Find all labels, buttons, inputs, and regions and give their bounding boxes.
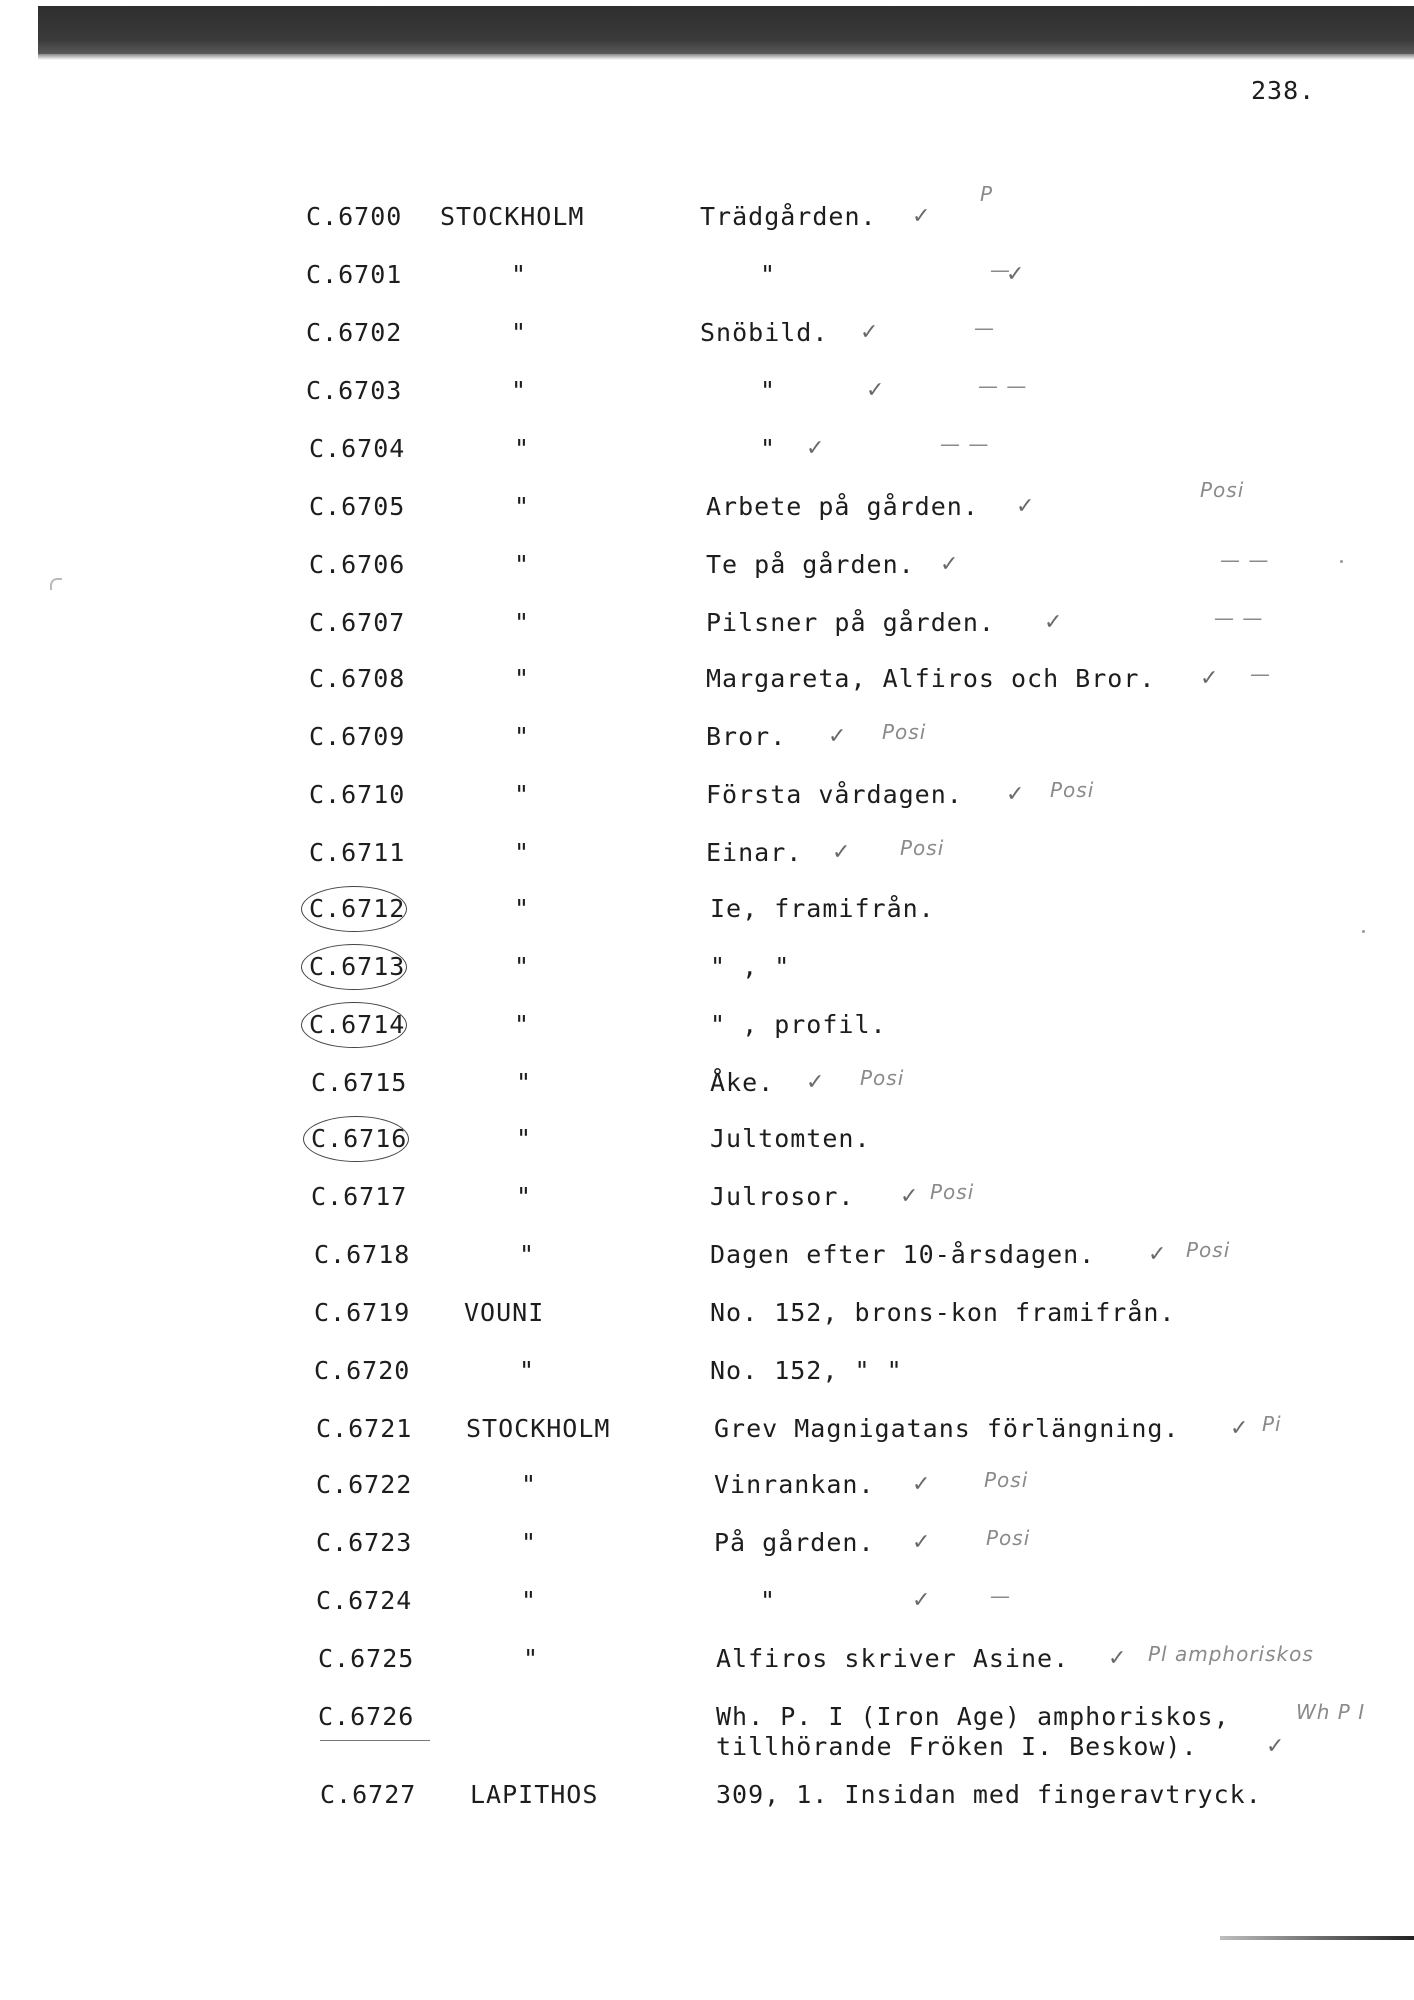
pencil-circle-mark xyxy=(303,1116,409,1162)
register-row xyxy=(0,1470,1414,1510)
entry-description: " xyxy=(760,260,777,289)
handwritten-note: Posi xyxy=(860,1066,905,1090)
place-name: " xyxy=(514,664,531,693)
entry-description: Ie, framifrån. xyxy=(710,894,935,923)
entry-description: Te på gården. xyxy=(706,550,915,579)
register-row xyxy=(0,1356,1414,1396)
register-row xyxy=(0,318,1414,358)
register-row xyxy=(0,1182,1414,1222)
catalogue-number: C.6718 xyxy=(314,1240,411,1269)
entry-description: Julrosor. xyxy=(710,1182,855,1211)
register-row xyxy=(0,780,1414,820)
entry-description: Bror. xyxy=(706,722,787,751)
handwritten-note: Pi xyxy=(1262,1412,1282,1436)
checkmark-icon: ✓ xyxy=(912,1588,932,1613)
speck xyxy=(1362,930,1365,933)
place-name: STOCKHOLM xyxy=(440,202,585,231)
register-row xyxy=(0,434,1414,474)
entry-description: Arbete på gården. xyxy=(706,492,979,521)
place-name: " xyxy=(514,492,531,521)
handwritten-note: — — xyxy=(940,432,990,456)
catalogue-number: C.6721 xyxy=(316,1414,413,1443)
catalogue-number: C.6702 xyxy=(306,318,403,347)
entry-description: " xyxy=(760,376,777,405)
entry-description: Pilsner på gården. xyxy=(706,608,995,637)
speck xyxy=(1340,560,1343,563)
pencil-circle-mark xyxy=(301,886,407,932)
register-row xyxy=(0,1644,1414,1684)
checkmark-icon: ✓ xyxy=(1016,494,1036,519)
checkmark-icon: ✓ xyxy=(1148,1242,1168,1267)
bottom-rule xyxy=(1220,1936,1414,1940)
entry-description: Grev Magnigatans förlängning. xyxy=(714,1414,1180,1443)
register-row xyxy=(0,1414,1414,1454)
entry-description: Einar. xyxy=(706,838,803,867)
register-row xyxy=(0,1298,1414,1338)
place-name: " xyxy=(523,1644,540,1673)
handwritten-note: Posi xyxy=(900,836,945,860)
entry-description: Dagen efter 10-årsdagen. xyxy=(710,1240,1096,1269)
catalogue-number: C.6712 xyxy=(309,894,406,923)
catalogue-number: C.6723 xyxy=(316,1528,413,1557)
handwritten-note: Wh P I xyxy=(1296,1700,1366,1724)
register-row xyxy=(0,1586,1414,1626)
place-name: " xyxy=(511,260,528,289)
register-row xyxy=(0,952,1414,992)
checkmark-icon: ✓ xyxy=(860,320,880,345)
entry-description: " xyxy=(760,1586,777,1615)
place-name: " xyxy=(514,1010,531,1039)
handwritten-note: — xyxy=(990,1584,1011,1608)
catalogue-number: C.6703 xyxy=(306,376,403,405)
handwritten-note: Posi xyxy=(984,1468,1029,1492)
entry-description-continued: tillhörande Fröken I. Beskow). xyxy=(716,1732,1198,1761)
place-name: STOCKHOLM xyxy=(466,1414,611,1443)
place-name: " xyxy=(514,722,531,751)
pencil-circle-mark xyxy=(301,1002,407,1048)
handwritten-note: Posi xyxy=(986,1526,1031,1550)
entry-description: " , " xyxy=(710,952,791,981)
catalogue-number: C.6704 xyxy=(309,434,406,463)
handwritten-note: — — xyxy=(1220,548,1270,572)
entry-description: Jultomten. xyxy=(710,1124,871,1153)
place-name: " xyxy=(521,1586,538,1615)
register-row xyxy=(0,1068,1414,1108)
catalogue-number: C.6714 xyxy=(309,1010,406,1039)
catalogue-number: C.6706 xyxy=(309,550,406,579)
checkmark-icon: ✓ xyxy=(828,724,848,749)
register-row xyxy=(0,1010,1414,1050)
checkmark-icon: ✓ xyxy=(1230,1416,1250,1441)
handwritten-note: — xyxy=(974,316,995,340)
catalogue-number: C.6711 xyxy=(309,838,406,867)
entry-description: På gården. xyxy=(714,1528,875,1557)
register-row xyxy=(0,1700,1414,1761)
catalogue-number: C.6700 xyxy=(306,202,403,231)
entry-description: Vinrankan. xyxy=(714,1470,875,1499)
handwritten-note: P xyxy=(980,182,994,206)
checkmark-icon: ✓ xyxy=(1200,666,1220,691)
entry-description: Första vårdagen. xyxy=(706,780,963,809)
place-name: " xyxy=(514,608,531,637)
catalogue-number: C.6716 xyxy=(311,1124,408,1153)
entry-description: No. 152, " " xyxy=(710,1356,903,1385)
catalogue-number: C.6715 xyxy=(311,1068,408,1097)
checkmark-icon: ✓ xyxy=(900,1184,920,1209)
place-name: " xyxy=(516,1068,533,1097)
catalogue-number: C.6720 xyxy=(314,1356,411,1385)
entry-description: Margareta, Alfiros och Bror. xyxy=(706,664,1156,693)
register-row xyxy=(0,894,1414,934)
place-name: " xyxy=(521,1528,538,1557)
place-name: " xyxy=(516,1182,533,1211)
place-name: VOUNI xyxy=(464,1298,545,1327)
handwritten-note: Pl amphoriskos xyxy=(1148,1642,1314,1666)
scan-border-fade xyxy=(38,54,1414,60)
register-row xyxy=(0,1780,1414,1820)
speck xyxy=(50,578,62,590)
checkmark-icon: ✓ xyxy=(832,840,852,865)
checkmark-icon: ✓ xyxy=(1108,1646,1128,1671)
checkmark-icon: ✓ xyxy=(1044,610,1064,635)
catalogue-number: C.6709 xyxy=(309,722,406,751)
entry-description: Åke. xyxy=(710,1068,775,1097)
place-name: " xyxy=(514,550,531,579)
entry-description: " , profil. xyxy=(710,1010,887,1039)
entry-description: Wh. P. I (Iron Age) amphoriskos, xyxy=(716,1702,1230,1731)
scan-border-top xyxy=(38,6,1414,54)
register-row xyxy=(0,838,1414,878)
register-row xyxy=(0,608,1414,648)
entry-description: Snöbild. xyxy=(700,318,829,347)
place-name: " xyxy=(514,780,531,809)
handwritten-note: — xyxy=(1250,662,1271,686)
catalogue-number: C.6717 xyxy=(311,1182,408,1211)
catalogue-number: C.6722 xyxy=(316,1470,413,1499)
place-name: " xyxy=(516,1124,533,1153)
handwritten-note: — xyxy=(990,258,1011,282)
checkmark-icon: ✓ xyxy=(1006,262,1026,287)
checkmark-icon: ✓ xyxy=(1006,782,1026,807)
catalogue-number: C.6710 xyxy=(309,780,406,809)
catalogue-number: C.6727 xyxy=(320,1780,417,1809)
register-row xyxy=(0,1528,1414,1568)
catalogue-number: C.6725 xyxy=(318,1644,415,1673)
checkmark-icon: ✓ xyxy=(912,1472,932,1497)
entry-description: Trädgården. xyxy=(700,202,877,231)
checkmark-icon: ✓ xyxy=(866,378,886,403)
catalogue-number: C.6707 xyxy=(309,608,406,637)
checkmark-icon: ✓ xyxy=(806,436,826,461)
place-name: " xyxy=(511,318,528,347)
handwritten-note: — — xyxy=(978,374,1028,398)
handwritten-note: Posi xyxy=(882,720,927,744)
place-name: " xyxy=(514,838,531,867)
catalogue-number: C.6719 xyxy=(314,1298,411,1327)
place-name: " xyxy=(521,1470,538,1499)
entry-description: 309, 1. Insidan med fingeravtryck. xyxy=(716,1780,1262,1809)
place-name: " xyxy=(514,894,531,923)
place-name: " xyxy=(519,1356,536,1385)
register-row xyxy=(0,1124,1414,1164)
handwritten-note: — — xyxy=(1214,606,1264,630)
register-row xyxy=(0,550,1414,590)
handwritten-note: Posi xyxy=(1050,778,1095,802)
place-name: " xyxy=(514,434,531,463)
place-name: " xyxy=(511,376,528,405)
checkmark-icon: ✓ xyxy=(912,1530,932,1555)
checkmark-icon: ✓ xyxy=(940,552,960,577)
register-row xyxy=(0,478,1414,532)
pencil-circle-mark xyxy=(301,944,407,990)
checkmark-icon: ✓ xyxy=(912,204,932,229)
catalogue-number: C.6708 xyxy=(309,664,406,693)
catalogue-number: C.6701 xyxy=(306,260,403,289)
catalogue-number: C.6726 xyxy=(318,1702,415,1731)
register-row xyxy=(0,1240,1414,1280)
register-row xyxy=(0,664,1414,704)
checkmark-icon: ✓ xyxy=(1266,1734,1286,1759)
handwritten-note: Posi xyxy=(1200,478,1245,502)
register-row xyxy=(0,722,1414,762)
catalogue-number: C.6705 xyxy=(309,492,406,521)
place-name: LAPITHOS xyxy=(470,1780,599,1809)
handwritten-note: Posi xyxy=(930,1180,975,1204)
handwritten-note: Posi xyxy=(1186,1238,1231,1262)
register-row xyxy=(0,260,1414,300)
pencil-underline xyxy=(320,1740,430,1741)
checkmark-icon: ✓ xyxy=(806,1070,826,1095)
place-name: " xyxy=(519,1240,536,1269)
catalogue-number: C.6713 xyxy=(309,952,406,981)
place-name: " xyxy=(514,952,531,981)
register-row xyxy=(0,182,1414,242)
catalogue-number: C.6724 xyxy=(316,1586,413,1615)
page-number: 238. xyxy=(1251,76,1316,105)
entry-description: No. 152, brons-kon framifrån. xyxy=(710,1298,1176,1327)
entry-description: " xyxy=(760,434,777,463)
entry-description: Alfiros skriver Asine. xyxy=(716,1644,1070,1673)
register-row xyxy=(0,376,1414,416)
